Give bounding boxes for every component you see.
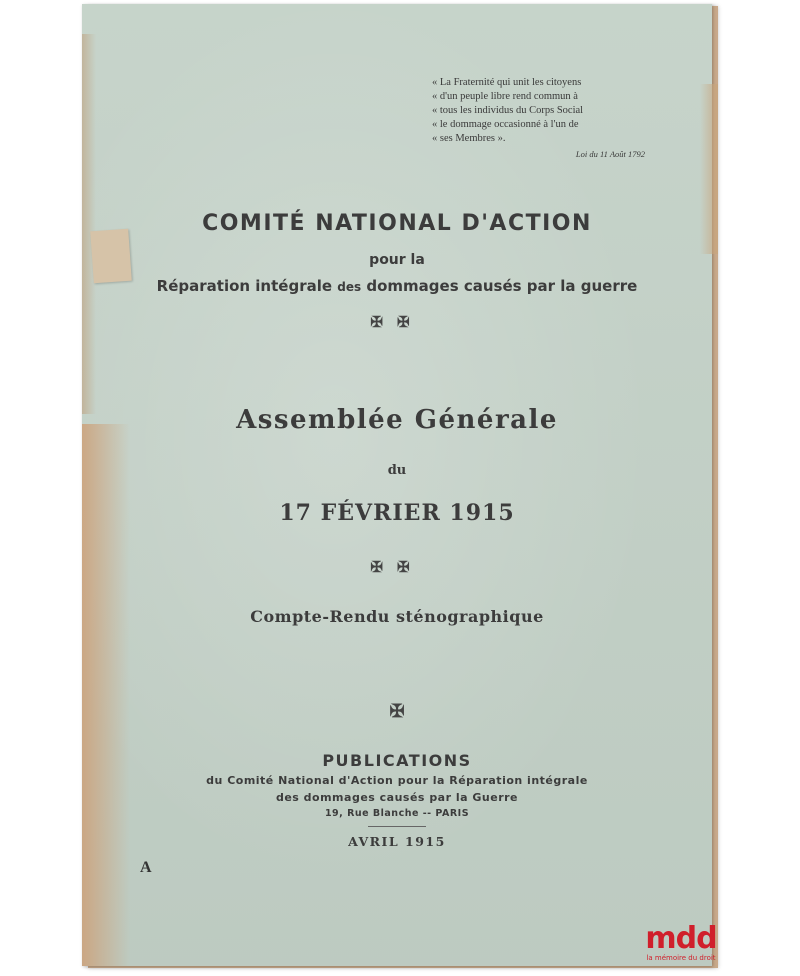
ornament-icon: ✠ xyxy=(389,701,405,722)
epigraph-line: « le dommage occasionné à l'un de xyxy=(432,119,579,130)
epigraph-line: « tous les individus du Corps Social xyxy=(432,105,584,116)
subtitle-part: Réparation intégrale xyxy=(156,277,338,295)
title-du: du xyxy=(387,463,407,478)
publication-date: AVRIL 1915 xyxy=(348,834,446,849)
logo-tagline: la mémoire du droit xyxy=(646,954,716,962)
logo-wordmark: mdd xyxy=(645,921,717,956)
epigraph-line: « La Fraternité qui unit les citoyens xyxy=(432,77,582,88)
document-cover xyxy=(82,4,712,966)
committee-pour-la: pour la xyxy=(369,252,425,268)
epigraph-source: Loi du 11 Août 1792 xyxy=(575,149,645,159)
document-title: Assemblée Générale xyxy=(236,405,558,435)
meeting-date: 17 FÉVRIER 1915 xyxy=(279,500,515,526)
epigraph-line: « d'un peuple libre rend commun à xyxy=(432,91,578,102)
committee-subtitle xyxy=(82,277,712,295)
epigraph-line: « ses Membres ». xyxy=(432,133,506,144)
publisher-line: des dommages causés par la Guerre xyxy=(275,791,519,804)
subtitle-part: des xyxy=(337,280,362,294)
publisher-line: du Comité National d'Action pour la Réparation intégrale xyxy=(206,774,588,787)
ornament-pair-icon: ✠✠ xyxy=(370,313,424,331)
publisher-address: 19, Rue Blanche -- PARIS xyxy=(324,808,470,819)
mdd-logo xyxy=(640,921,722,963)
subtitle-part: dommages causés par la guerre xyxy=(361,277,638,295)
divider xyxy=(368,826,426,827)
publications-heading: PUBLICATIONS xyxy=(322,751,472,770)
epigraph xyxy=(432,76,647,161)
document-subtitle: Compte-Rendu sténographique xyxy=(250,607,544,626)
margin-mark: A xyxy=(140,859,152,876)
committee-title: COMITÉ NATIONAL D'ACTION xyxy=(202,211,592,236)
ornament-pair-icon: ✠✠ xyxy=(370,558,424,576)
